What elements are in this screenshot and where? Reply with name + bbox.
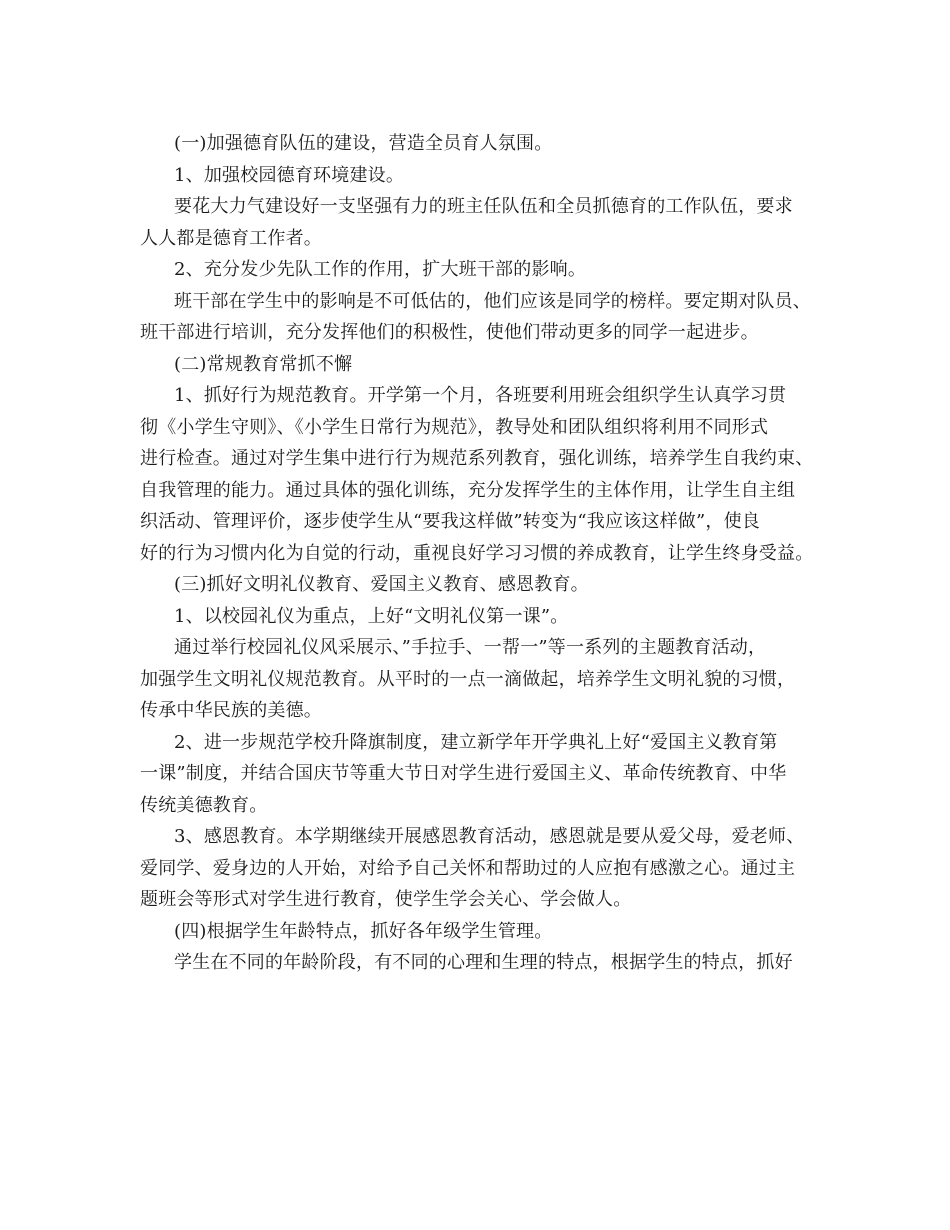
text-line: 一课”制度，并结合国庆节等重大节日对学生进行爱国主义、革命传统教育、中华 xyxy=(140,763,787,784)
text-line: 1、加强校园德育环境建设。 xyxy=(174,164,405,186)
text-line: 自我管理的能力。通过具体的强化训练，充分发挥学生的主体作用，让学生自主组 xyxy=(140,479,796,501)
text-line: (二)常规教育常抓不懈 xyxy=(174,353,353,375)
text-line: 2、充分发少先队工作的作用，扩大班干部的影响。 xyxy=(174,259,587,280)
text-line: (三)抓好文明礼仪教育、爱国主义教育、感恩教育。 xyxy=(174,574,589,595)
text-line: 通过举行校园礼仪风采展示、”手拉手、一帮一”等一系列的主题教育活动， xyxy=(174,637,767,658)
text-line: 1、以校园礼仪为重点，上好“文明礼仪第一课”。 xyxy=(174,605,569,627)
text-line: 传统美德教育。 xyxy=(140,794,268,816)
text-line: 加强学生文明礼仪规范教育。从平时的一点一滴做起，培养学生文明礼貌的习惯， xyxy=(140,668,796,690)
text-line: 织活动、管理评价，逐步使学生从“要我这样做”转变为“我应该这样做”，使良 xyxy=(140,511,761,532)
text-line: 班干部进行培训，充分发挥他们的积极性，使他们带动更多的同学一起进步。 xyxy=(140,322,759,343)
text-line: 题班会等形式对学生进行教育，使学生学会关心、学会做人。 xyxy=(140,889,632,910)
text-line: 班干部在学生中的影响是不可低估的，他们应该是同学的榜样。要定期对队员、 xyxy=(174,290,811,312)
text-line: 要花大力气建设好一支坚强有力的班主任队伍和全员抓德育的工作队伍，要求 xyxy=(174,196,793,217)
text-line: 爱同学、爱身边的人开始，对给予自己关怀和帮助过的人应抱有感激之心。通过主 xyxy=(140,857,796,879)
text-line: 1、抓好行为规范教育。开学第一个月，各班要利用班会组织学生认真学习贯 xyxy=(174,385,787,406)
text-line: (一)加强德育队伍的建设，营造全员育人氛围。 xyxy=(174,133,553,154)
text-line: 3、感恩教育。本学期继续开展感恩教育活动，感恩就是要从爱父母，爱老师、 xyxy=(174,826,805,847)
document-body xyxy=(140,128,825,979)
text-line: 进行检查。通过对学生集中进行行为规范系列教育，强化训练，培养学生自我约束、 xyxy=(140,448,814,469)
text-line: 学生在不同的年龄阶段，有不同的心理和生理的特点，根据学生的特点，抓好 xyxy=(174,952,793,973)
text-line: 人人都是德育工作者。 xyxy=(140,227,322,249)
text-line: 彻《小学生守则》、《小学生日常行为规范》，教导处和团队组织将利用不同形式 xyxy=(140,416,769,438)
text-line: 2、进一步规范学校升降旗制度，建立新学年开学典礼上好“爱国主义教育第 xyxy=(174,731,778,753)
text-line: (四)根据学生年龄特点，抓好各年级学生管理。 xyxy=(174,920,553,942)
text-line: 传承中华民族的美德。 xyxy=(140,700,322,721)
text-line: 好的行为习惯内化为自觉的行动，重视良好学习习惯的养成教育，让学生终身受益。 xyxy=(140,542,814,564)
